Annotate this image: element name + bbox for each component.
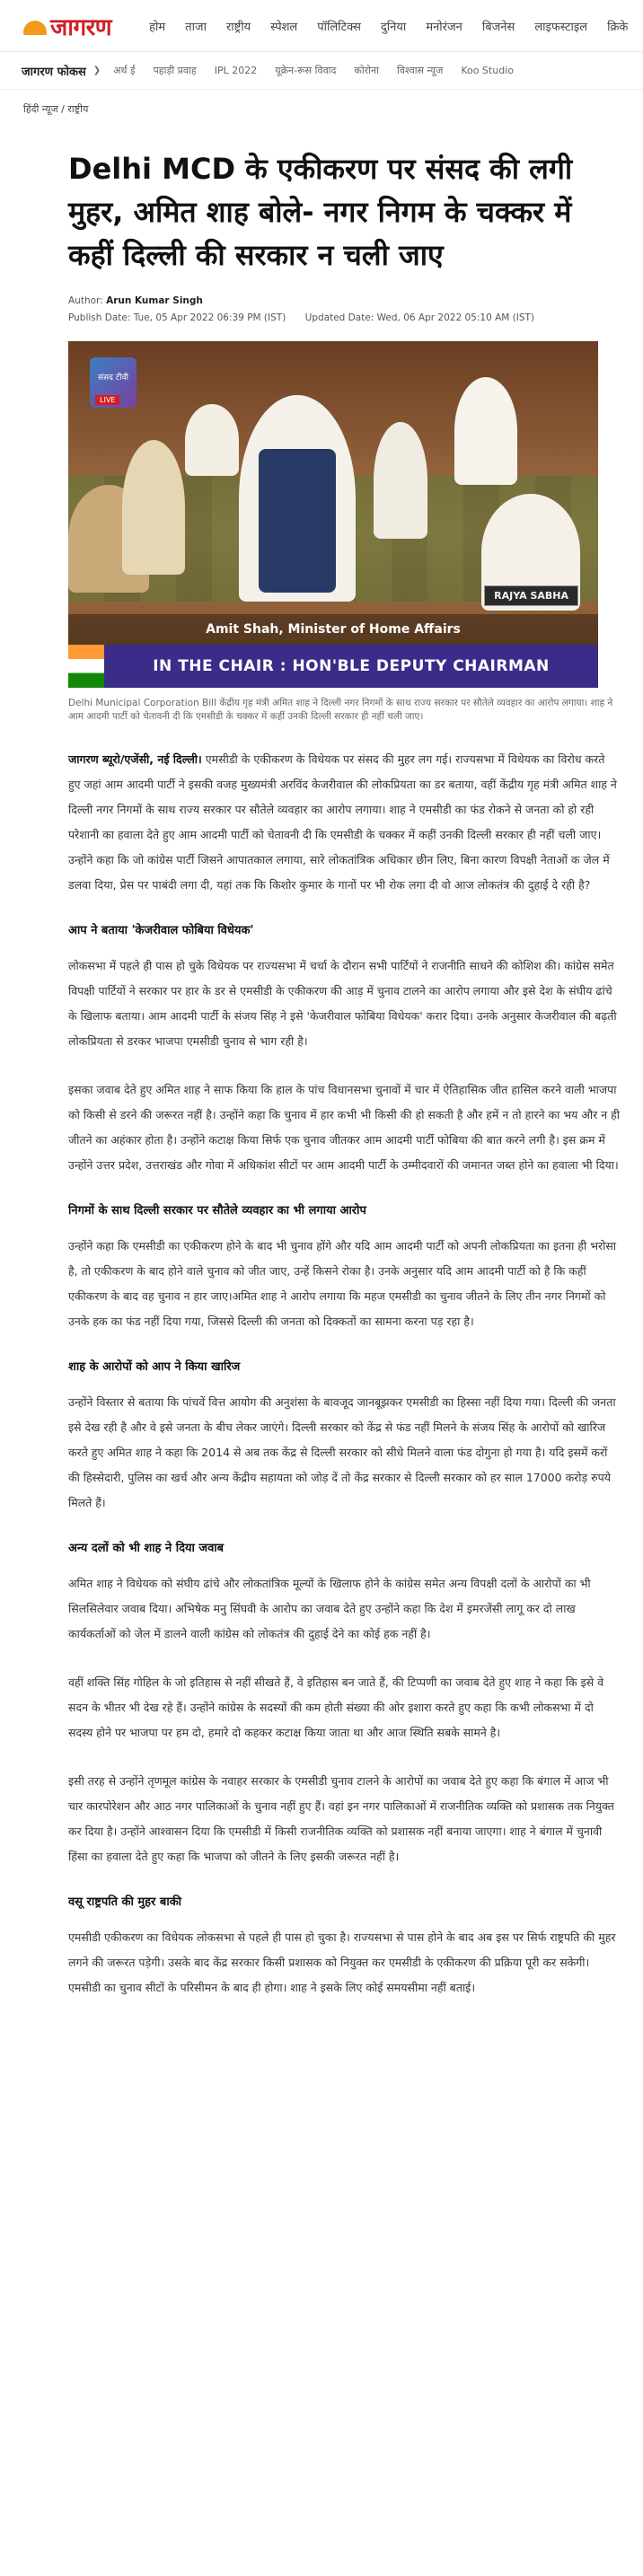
subheading: अन्य दलों को भी शाह ने दिया जवाब: [68, 1542, 225, 1555]
nav-entertainment[interactable]: मनोरंजन: [426, 20, 462, 34]
jagran-logo[interactable]: [22, 10, 111, 42]
article-body: [68, 747, 620, 2000]
subnav-item[interactable]: IPL 2022: [214, 65, 258, 76]
rajya-sabha-badge: RAJYA SABHA: [484, 585, 578, 606]
article: [0, 147, 643, 2000]
author-label: Author:: [68, 295, 103, 306]
subheading: वसू राष्ट्रपति की मुहर बाकी: [68, 1895, 182, 1909]
paragraph: इसका जवाब देते हुए अमित शाह ने साफ किया कि हाल के पांच विधानसभा चुनावों में चार में ऐतिहासिक जीत हासिल करने वाली भाजपा को किसी से डरने की जरूरत नहीं है। उन्होंने कहा कि चुनाव में हार कभी भी किसी की हो सकती है और हमें न तो हारने का भय और न ही जीतने का अहंकार होता है। उन्होंने कटाक्ष किया सिर्फ एक चुनाव जीतकर आम आदमी पार्टी फोबिया की बात करने लगी है। इस क्रम में उन्होंने उत्तर प्रदेश, उत्तराखंड और गोवा में अधिकांश सीटों पर आम आदमी पार्टी के उम्मीदवारों की जमानत जब्त होने का हवाला भी दिया।: [68, 1083, 621, 1172]
subnav-item[interactable]: यूक्रेन-रूस विवाद: [275, 65, 337, 76]
paragraph: वहीं शक्ति सिंह गोहिल के जो इतिहास से नहीं सीखते हैं, वे इतिहास बन जाते हैं, की टिप्पणी का जवाब देते हुए शाह ने कहा कि इसे वे सदन के भीतर भी देख रहे हैं। उन्होंने कांग्रेस के सदस्यों की कम होती संख्या की ओर इशारा करते हुए कहा कि कभी लोकसभा में दो सदस्य होने पर भाजपा पर हम दो, हमारे दो कहकर कटाक्ष किया जाता था और आज स्थिति सबके सामने है।: [68, 1675, 604, 1739]
nav-lifestyle[interactable]: लाइफस्टाइल: [534, 20, 588, 34]
flag-icon: [68, 645, 104, 688]
subheading: आप ने बताया 'केजरीवाल फोबिया विधेयक': [68, 924, 254, 937]
nav-latest[interactable]: ताजा: [185, 20, 207, 34]
subnav-item[interactable]: Koo Studio: [461, 65, 514, 76]
updated-date: Updated Date: Wed, 06 Apr 2022 05:10 AM (IST): [304, 312, 535, 323]
paragraph: अमित शाह ने विधेयक को संघीय ढांचे और लोकतांत्रिक मूल्यों के खिलाफ होने के कांग्रेस समेत अन्य विपक्षी दलों के आरोपों का भी सिलसिलेवार जवाब दिया। अभिषेक मनु सिंघवी के आरोप का जवाब देते हुए उन्होंने कहा कि देश में इमरजेंसी लागू कर दो लाख कार्यकर्ताओं को जेल में डालने वाली कांग्रेस को लोकतंत्र की दुहाई देने का कोई हक नहीं है।: [68, 1577, 591, 1640]
site-header: [0, 0, 643, 52]
focus-label[interactable]: जागरण फोकस: [22, 65, 86, 79]
live-badge: LIVE: [95, 395, 119, 405]
article-meta: [68, 293, 620, 327]
focus-subnav: [0, 52, 643, 90]
publish-date: Publish Date: Tue, 05 Apr 2022 06:39 PM (IST): [68, 312, 286, 323]
nav-national[interactable]: राष्ट्रीय: [225, 20, 251, 34]
nav-special[interactable]: स्पेशल: [270, 20, 298, 34]
subnav-item[interactable]: कोरोना: [354, 65, 379, 76]
subheading: निगमों के साथ दिल्ली सरकार पर सौतेले व्यवहार का भी लगाया आरोप: [68, 1204, 366, 1218]
author-name[interactable]: Arun Kumar Singh: [106, 295, 203, 306]
speaker-figure: [239, 395, 356, 602]
member-figure: [374, 422, 427, 539]
nav-cricket[interactable]: क्रिके: [607, 20, 629, 34]
breadcrumb[interactable]: हिंदी न्यूज / राष्ट्रीय: [23, 103, 89, 115]
article-hero-image: [68, 341, 598, 688]
chevron-right-icon: ❯: [92, 66, 101, 75]
sansad-tv-logo: संसद टीवी: [90, 357, 137, 408]
top-navigation: [149, 18, 628, 34]
paragraph: एमसीडी एकीकरण का विधेयक लोकसभा से पहले ही पास हो चुका है। राज्यसभा से पास होने के बाद अब इस पर सिर्फ राष्ट्रपति की मुहर लगने की जरूरत पड़ेगी। उसके बाद केंद्र सरकार किसी प्रशासक को नियुक्त कर एमसीडी के एकीकरण की प्रक्रिया पूरी कर सकेगी। एमसीडी का चुनाव सीटों के परिसीमन के बाद ही होगा। शाह ने इसके लिए कोई समयसीमा नहीं बताई।: [68, 1930, 616, 1994]
nav-home[interactable]: होम: [149, 20, 166, 34]
paragraph-text: एमसीडी के एकीकरण के विधेयक पर संसद की मुहर लग गई। राज्यसभा में विधेयक का विरोध करते हुए जहां आम आदमी पार्टी ने इसकी वजह मुख्यमंत्री अरविंद केजरीवाल की लोकप्रियता का डर बताया, वहीं केंद्रीय गृह मंत्री अमित शाह ने दिल्ली नगर निगमों के साथ राज्य सरकार पर सौतेले व्यवहार का आरोप लगाया। शाह ने एमसीडी का फंड रोकने से जनता को हो रही परेशानी का हवाला देते हुए आम आदमी पार्टी को चेतावनी दी कि एमसीडी के चक्कर में कहीं उनकी दिल्ली सरकार ही नहीं चली जाए। उन्होंने कहा कि जो कांग्रेस पार्टी जिसने आपातकाल लगाया, सारे लोकतांत्रिक अधिकार छीन लिए, बिना कारण विपक्षी नेताओं क जेल में डलवा दिया, प्रेस पर पाबंदी लगा दी, यहां तक कि किशोर कुमार के गानों पर भी रोक लगा दी वो आज लोकतंत्र की दुहाई दे रही है?: [68, 752, 617, 892]
member-figure: [122, 440, 185, 575]
image-lower-third: Amit Shah, Minister of Home Affairs: [68, 614, 598, 645]
paragraph: इसी तरह से उन्होंने तृणमूल कांग्रेस के नवाहर सरकार के एमसीडी चुनाव टालने के आरोपों का जवाब देते हुए कहा कि बंगाल में आज भी चार कारपोरेशन और आठ नगर पालिकाओं के चुनाव नहीं हुए हैं। वहां इन नगर पालिकाओं में राजनीतिक व्यक्ति को प्रशासक तक नियुक्त कर दिया है। उन्होंने आश्वासन दिया कि एमसीडी में किसी राजनीतिक व्यक्ति को प्रशासक नहीं बनाया जाएगा। शाह ने बंगाल में चुनावी हिंसा का हवाला देते हुए कहा कि भाजपा को जीतने के लिए इसकी जरूरत नहीं है।: [68, 1774, 614, 1863]
article-title: Delhi MCD के एकीकरण पर संसद की लगी मुहर, अमित शाह बोले- नगर निगम के चक्कर में कहीं दिल्ली की सरकार न चली जाए: [68, 152, 573, 272]
paragraph: उन्होंने कहा कि एमसीडी का एकीकरण होने के बाद भी चुनाव होंगे और यदि आम आदमी पार्टी को अपनी लोकप्रियता का इतना ही भरोसा है, तो एकीकरण के बाद होने वाले चुनाव को जीत जाए, उन्हें किसने रोका है। उनके अनुसार यदि आम आदमी पार्टी को है कि कहीं एकीकरण के बाद वह चुनाव न हार जाए।अमित शाह ने आरोप लगाया कि महज एमसीडी का चुनाव जीतने के लिए तीन नगर निगमों को उनके हक का फंड नहीं दिया गया, जिससे दिल्ली की जनता को दिक्कतों का सामना करना पड़ रहा है।: [68, 1239, 617, 1328]
paragraph: उन्होंने विस्तार से बताया कि पांचवें वित्त आयोग की अनुशंसा के बावजूद जानबूझकर एमसीडी का हिस्सा नहीं दिया गया। दिल्ली की जनता इसे देख रही है और वे इसे जनता के बीच लेकर जाएंगे। दिल्ली सरकार को केंद्र से फंड नहीं मिलने के संजय सिंह के आरोपों को खारिज करते हुए अमित शाह ने कहा कि 2014 से अब तक केंद्र से दिल्ली सरकार को सीधे मिलने वाला फंड दोगुना हो गया है। यदि इसमें करों की हिस्सेदारी, पुलिस का खर्च और अन्य केंद्रीय सहायता को जोड़ दें तो केंद्र सरकार से दिल्ली सरकार को हर साल 17000 करोड़ रुपये मिलते हैं।: [68, 1395, 616, 1509]
nav-world[interactable]: दुनिया: [380, 20, 407, 34]
paragraph: लोकसभा में पहले ही पास हो चुके विधेयक पर राज्यसभा में चर्चा के दौरान सभी पार्टियों ने राजनीति साधने की कोशिश की। कांग्रेस समेत विपक्षी पार्टियों ने सरकार पर हार के डर से एमसीडी के एकीकरण की आड़ में चुनाव टालने का आरोप लगाया और इसे देश के संघीय ढांचे के खिलाफ बताया। आम आदमी पार्टी के संजय सिंह ने इसे 'केजरीवाल फोबिया विधेयक' करार दिया। उनके अनुसार केजरीवाल की बढ़ती लोकप्रियता से डरकर भाजपा एमसीडी चुनाव से भाग रही है।: [68, 959, 617, 1048]
member-figure: [454, 377, 517, 485]
subheading: शाह के आरोपों को आप ने किया खारिज: [68, 1360, 241, 1374]
nav-business[interactable]: बिजनेस: [481, 20, 515, 34]
member-figure: [185, 404, 239, 476]
subnav-item[interactable]: विश्वास न्यूज: [396, 65, 444, 76]
brand-name: जागरण: [50, 13, 112, 41]
nav-politics[interactable]: पॉलिटिक्स: [317, 20, 361, 34]
sun-logo-icon: [22, 17, 48, 35]
image-chair-banner: IN THE CHAIR : HON'BLE DEPUTY CHAIRMAN: [104, 645, 598, 688]
image-caption: Delhi Municipal Corporation Bill केंद्रीय गृह मंत्री अमित शाह ने दिल्ली नगर निगमों के साथ राज्य सरकार पर सौतेले व्यवहार का आरोप लगाया। शाह ने आम आदमी पार्टी को चेतावनी दी कि एमसीडी के चक्कर में कहीं उनकी दिल्ली सरकार ही नहीं चली जाए।: [68, 698, 613, 722]
paragraph: [68, 747, 620, 898]
subnav-item[interactable]: पहाड़ी प्रवाह: [153, 65, 197, 76]
dateline: जागरण ब्यूरो/एजेंसी, नई दिल्ली।: [68, 752, 202, 766]
subnav-item[interactable]: अर्थ ई: [113, 65, 136, 76]
